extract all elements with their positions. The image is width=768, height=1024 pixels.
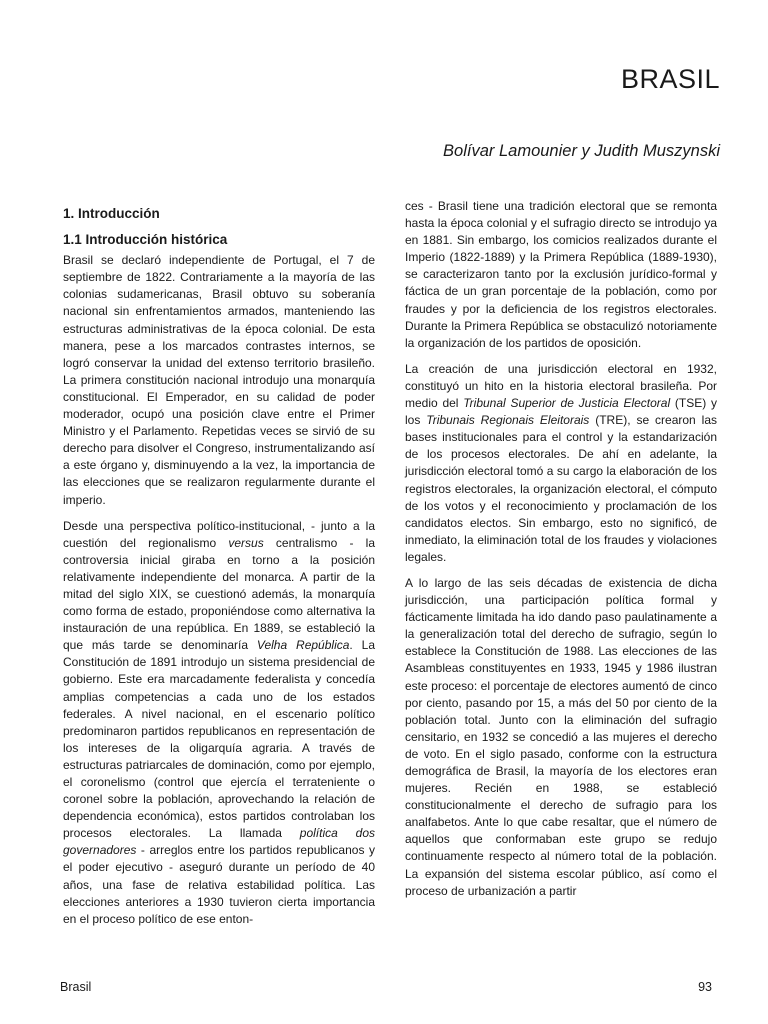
authors: Bolívar Lamounier y Judith Muszynski (443, 142, 720, 160)
page-number: 93 (698, 980, 712, 994)
left-column (63, 198, 375, 937)
italic-term: Velha República (256, 638, 350, 653)
text-run: (TSE) y los (405, 396, 717, 428)
page-title: BRASIL (620, 64, 720, 94)
paragraph (63, 518, 375, 928)
paragraph: ces - Brasil tiene una tradición electoral que se remonta hasta la época colonial y el sufragio directo se introdujo ya en 1881. Sin embargo, los comicios realizados durante el Imperio (1822-1889) y la Primera República (1889-1930), se caracterizaron tanto por la exclusión jurídico-formal y fáctica de un gran porcentaje de la población, como por fraudes y por la deficiencia de los registros electorales. Durante la Primera República se obstaculizó notoriamente la organización de los partidos de oposición. (405, 199, 717, 350)
paragraph: A lo largo de las seis décadas de existencia de dicha jurisdicción, una participación política formal y fácticamente limitada ha ido dando paso paulatinamente a la generalización total del derecho de sufragio, según lo establece la Constitución de 1988. Las elecciones de las Asambleas constituyentes en 1933, 1945 y 1986 ilustran este proceso: el porcentaje de electores aumentó de cinco por ciento, pasando por 15, a más del 50 por ciento de la población total. Junto con la eliminación del sufragio censitario, en 1932 se concedió a las mujeres el derecho de voto. En el siglo pasado, conforme con la estructura demográfica de Brasil, la mayoría de los electores eran mujeres. Recién en 1988, se estableció constitucionalmente el derecho de sufragio para los analfabetos. Ante lo que cabe resaltar, que el número de aquellos que conformaban este grupo se redujo continuamente respecto al número total de la población. La expansión del sistema escolar público, así como el proceso de urbanización a partir (405, 575, 717, 898)
right-column (405, 198, 717, 909)
paragraph (405, 361, 717, 566)
italic-term: Tribunal Superior de Justicia Electoral (463, 396, 671, 411)
italic-term: versus (228, 535, 264, 550)
section-heading: 1. Introducción (63, 206, 160, 221)
paragraph: Brasil se declaró independiente de Portugal, el 7 de septiembre de 1822. Contrariamente a la mayoría de las colonias sudamericanas, Brasil obtuvo su soberanía nacional sin enfrentamientos armados, manteniendo las estructuras administrativas de la época colonial. De esta manera, pese a los marcados contrastes internos, se logró conservar la unidad del extenso territorio brasileño. La primera constitución nacional introdujo una monarquía constitucional. El Emperador, en su calidad de poder moderador, ocupó una posición clave entre el Primer Ministro y el Parlamento. Repetidas veces se sirvió de su derecho para disolver el Congreso, instrumentalizando así a este órgano y, disminuyendo a la vez, la importancia de las elecciones que se realizaron regularmente durante el imperio. (63, 253, 375, 507)
italic-term: política dos governadores (63, 826, 376, 858)
text-run: (TRE), se crearon las bases institucionales para el control y la estandarización de los procesos electorales. De ahí en adelante, la jurisdicción electoral tomó a su cargo la elaboración de los registros electorales, la organización electoral, el cómputo de los votos y el reconocimiento y proclamación de los candidatos electos. Sin embargo, esto no significó, de inmediato, la eliminación total de los fraudes y violaciones legales. (405, 413, 717, 564)
text-run: . La Constitución de 1891 introdujo un sistema presidencial de gobierno. Este era marcadamente federalista y concedía amplias competencias a cada uno de los estados federales. A nivel nacional, en el escenario político predominaron partidos republicanos en representación de los intereses de la oligarquía agraria. A través de estructuras patriarcales de dominación, como por ejemplo, el coronelismo (control que ejercía el terrateniente o coronel sobre la población, aprovechando la relación de dependencia económica), estos partidos controlaban los procesos electorales. La llamada (63, 638, 375, 841)
italic-term: Tribunais Regionais Eleitorais (426, 413, 590, 428)
footer-country: Brasil (60, 980, 92, 994)
text-run: centralismo - la controversia inicial giraba en torno a la posición relativamente independiente del monarca. A partir de la mitad del siglo XIX, se cuestionó además, la monarquía como forma de estado, proponiéndose como alternativa la instauración de una república. En 1889, se estableció la que más tarde se denominaría (63, 535, 375, 653)
text-run: - arreglos entre los partidos republicanos y el poder ejecutivo - aseguró durante un período de 40 años, una fase de relativa estabilidad política. Las elecciones anteriores a 1930 tuvieron cierta importancia en el proceso político de ese enton- (63, 843, 375, 926)
text-run: Desde una perspectiva político-institucional, - junto a la cuestión del regionalismo (63, 518, 375, 550)
text-run: La creación de una jurisdicción electoral en 1932, constituyó un hito en la historia electoral brasileña. Por medio del (405, 361, 717, 411)
subsection-heading: 1.1 Introducción histórica (63, 232, 228, 248)
